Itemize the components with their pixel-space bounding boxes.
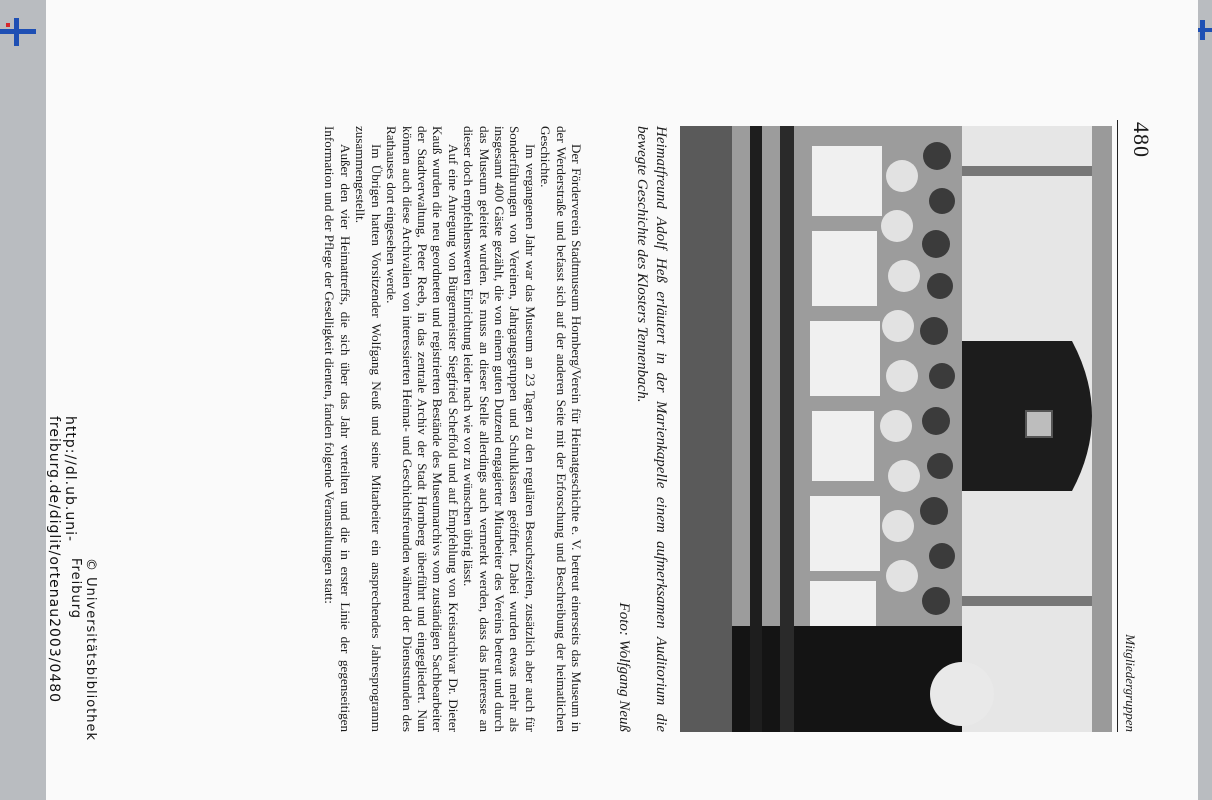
photo-credit: Foto: Wolfgang Neuß <box>616 602 632 732</box>
source-url[interactable]: http://dl.ub.uni-freiburg.de/diglit/ortenau2003/0480 <box>46 416 78 704</box>
group-photo-image <box>680 126 1112 732</box>
library-logo-icon-right <box>1198 20 1212 46</box>
body-paragraph-2: Im vergangenen Jahr war das Museum an 23 Tagen zu den regulären Besuchszeiten, zusätzlich aber auch für Sonderführungen von Vereinen, Jahrgangsgruppen und Schulklassen geöffnet. Dabei wurden etwas mehr als insgesamt 400 Gäste gezählt, die von einem guten Dutzend engagierter Mitarbeiter des Vereins betreut und durch das Museum geleitet wurden. Es muss an dieser Stelle allerdings auch vermerkt werden, dass das Interesse an dieser doch empfehlenswerten Einrichtung leider nach wie vor zu wünschen übrig lässt. <box>461 126 538 732</box>
body-paragraph-4: Im Übrigen hatten Vorsitzender Wolfgang Neuß und seine Mitarbeiter ein ansprechendes Jahresprogramm zusammengestellt. <box>353 126 384 732</box>
rotated-page-content <box>46 0 1198 800</box>
page-number: 480 <box>1129 122 1154 158</box>
article-body <box>322 126 584 732</box>
body-paragraph-1: Der Förderverein Stadtmuseum Hornberg/Verein für Heimatgeschichte e. V. betreut einerseits das Museum in der Werderstraße und befasst sich auf der anderen Seite mit der Erforschung und Beschreibung der heimatlichen Geschichte. <box>538 126 584 732</box>
copyright-notice: © Universitätsbibliothek Freiburg <box>68 558 98 742</box>
body-paragraph-5: Außer den vier Heimattreffs, die sich über das Jahr verteilten und die in erster Linie der gegenseitigen Information und der Pflege der Geselligkeit dienten, fanden folgende Veranstaltungen statt: <box>322 126 353 732</box>
section-title: Mitgliedergruppen <box>1123 634 1138 732</box>
photo-caption: Heimatfreund Adolf Heß erläutert in der Marienkapelle einem aufmerksamen Auditorium die bewegte Geschichte des Klosters Tennenbach. <box>634 126 669 732</box>
group-photo <box>680 126 1112 732</box>
scanned-page <box>46 0 1198 800</box>
library-logo-icon <box>0 18 36 48</box>
header-rule <box>1117 120 1118 732</box>
body-paragraph-3: Auf eine Anregung von Bürgermeister Siegfried Scheffold und auf Empfehlung von Kreisarchivar Dr. Dieter Kauß wurden die neu geordneten und registrierten Bestände des Museumarchivs vom zuständigen Sachbearbeiter der Stadtverwaltung, Peter Reeb, in das zentrale Archiv der Stadt Hornberg überführt und eingegliedert. Nun können auch diese Archivalien von interessierten Heimat- und Geschichtsfreunden während der Dienststunden des Rathauses dort eingesehen werde. <box>384 126 461 732</box>
viewer-right-margin <box>1198 0 1212 800</box>
viewer-left-margin <box>0 0 46 800</box>
